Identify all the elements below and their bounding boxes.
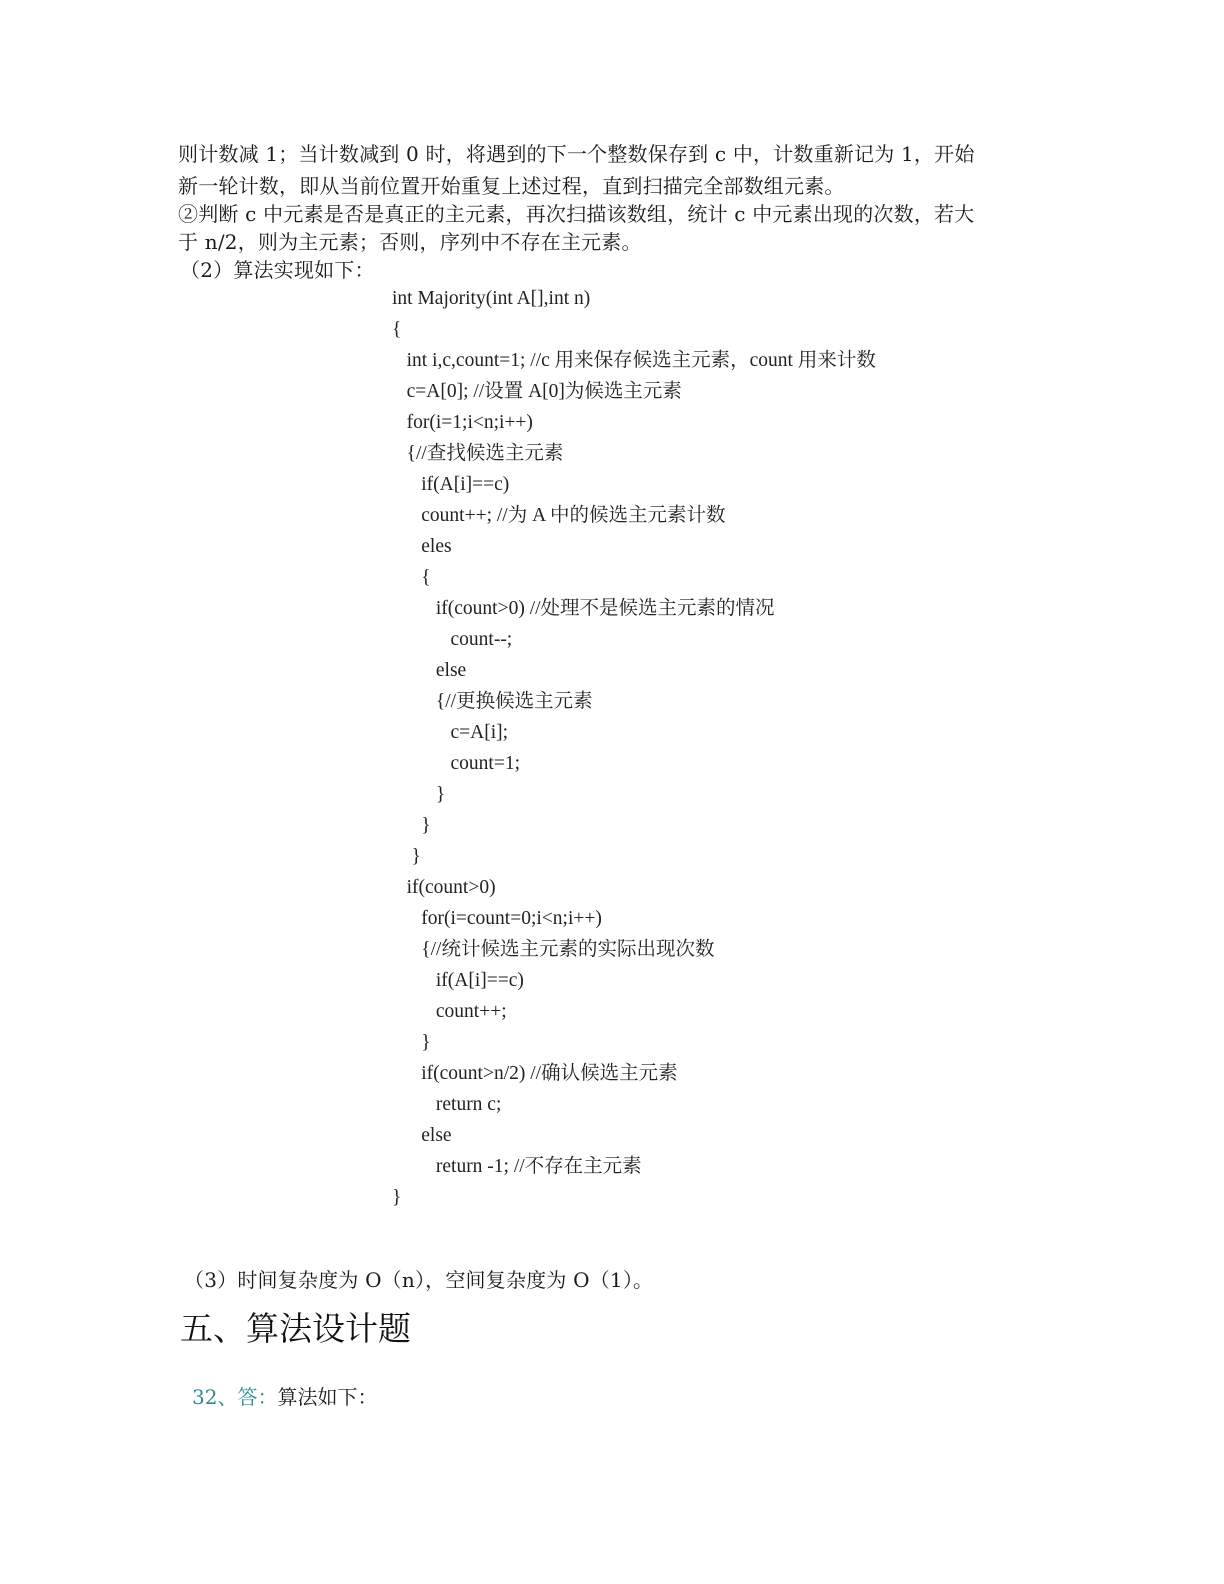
code-line: int Majority(int A[],int n): [392, 288, 591, 309]
code-line: }: [392, 1032, 431, 1053]
code-line: else: [392, 1125, 452, 1146]
code-block: [392, 283, 952, 1213]
code-line: int i,c,count=1; //c 用来保存候选主元素，count 用来计数: [392, 350, 876, 371]
code-line: return -1; //不存在主元素: [392, 1156, 642, 1177]
code-line: if(count>n/2) //确认候选主元素: [392, 1063, 678, 1084]
code-line: {: [392, 319, 402, 340]
code-line: if(count>0) //处理不是候选主元素的情况: [392, 598, 775, 619]
code-line: if(A[i]==c): [392, 474, 510, 495]
code-line: }: [392, 815, 431, 836]
code-line: for(i=count=0;i<n;i++): [392, 908, 602, 929]
code-line: }: [392, 784, 446, 805]
code-line: else: [392, 660, 467, 681]
paragraph-line-2: 新一轮计数，即从当前位置开始重复上述过程，直到扫描完全部数组元素。: [178, 174, 845, 198]
paragraph-line-4: 于 n/2，则为主元素；否则，序列中不存在主元素。: [178, 230, 642, 254]
code-line: count++;: [392, 1001, 507, 1022]
code-line: return c;: [392, 1094, 502, 1115]
code-line: count--;: [392, 629, 513, 650]
code-line: c=A[i];: [392, 722, 509, 743]
code-line: {//查找候选主元素: [392, 443, 564, 464]
code-line: count=1;: [392, 753, 520, 774]
code-line: {//更换候选主元素: [392, 691, 593, 712]
answer-line: [192, 1383, 377, 1411]
code-line: eles: [392, 536, 452, 557]
code-line: }: [392, 1187, 402, 1208]
code-line: count++; //为 A 中的候选主元素计数: [392, 505, 726, 526]
answer-text: 算法如下：: [277, 1385, 378, 1409]
code-line: c=A[0]; //设置 A[0]为候选主元素: [392, 381, 682, 402]
answer-number: 32、答：: [192, 1385, 278, 1409]
code-line: {//统计候选主元素的实际出现次数: [392, 939, 715, 960]
code-line: {: [392, 567, 431, 588]
code-line: }: [392, 846, 421, 867]
code-line: if(A[i]==c): [392, 970, 524, 991]
section-label-algorithm-impl: （2）算法实现如下：: [180, 258, 375, 282]
paragraph-line-1: 则计数减 1；当计数减到 0 时，将遇到的下一个整数保存到 c 中，计数重新记为 1，开始: [178, 142, 975, 166]
code-line: for(i=1;i<n;i++): [392, 412, 533, 433]
paragraph-line-3: ②判断 c 中元素是否是真正的主元素，再次扫描该数组，统计 c 中元素出现的次数，若大: [178, 202, 975, 226]
complexity-statement: （3）时间复杂度为 O（n），空间复杂度为 O（1）。: [184, 1268, 654, 1292]
code-line: if(count>0): [392, 877, 496, 898]
section-heading: 五、算法设计题: [180, 1309, 411, 1348]
